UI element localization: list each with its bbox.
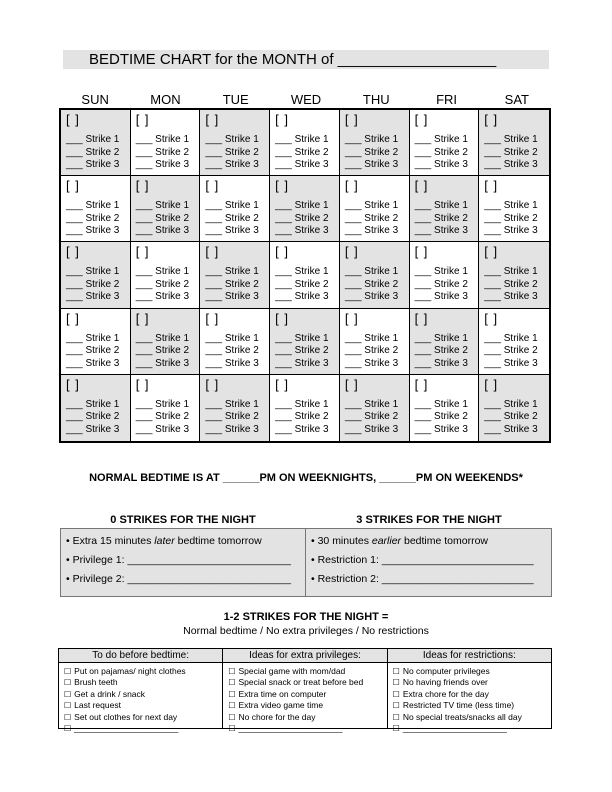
restrictions-ideas-column <box>387 649 551 734</box>
strike-2-line: ___ Strike 2 <box>414 411 468 423</box>
strike-1-line: ___ Strike 1 <box>135 134 190 145</box>
day-number-box: [ ] <box>344 244 359 260</box>
strike-1-line: ___ Strike 1 <box>275 332 329 344</box>
calendar-day-cell <box>200 176 270 242</box>
calendar-day-cell <box>131 309 201 375</box>
strike-1-line: ___ Strike 1 <box>205 200 259 212</box>
day-number-box: [ ] <box>275 112 289 127</box>
calendar-day-cell <box>61 375 131 441</box>
strike-2-line: ___ Strike 2 <box>344 411 399 423</box>
day-number-box: [ ] <box>414 310 429 326</box>
day-number-box: [ ] <box>275 244 289 260</box>
one-two-strikes-text: Normal bedtime / No extra privileges / No restrictions <box>183 625 429 637</box>
three-strikes-section <box>306 513 552 597</box>
strike-2-line: ___ Strike 2 <box>135 345 190 357</box>
day-number-box: [ ] <box>484 244 499 260</box>
strike-3-line: ___ Strike 3 <box>275 291 329 303</box>
calendar-day-cell <box>200 309 270 375</box>
strike-2-line: ___ Strike 2 <box>66 146 120 158</box>
strike-3-line: ___ Strike 3 <box>66 225 120 237</box>
normal-bedtime-line: NORMAL BEDTIME IS AT ______PM ON WEEKNIGHTS, ______PM ON WEEKENDS* <box>89 472 523 484</box>
strike-1-line: ___ Strike 1 <box>66 266 120 278</box>
strike-2-line: ___ Strike 2 <box>66 345 120 357</box>
calendar-day-cell <box>410 242 480 308</box>
strike-1-line: ___ Strike 1 <box>484 398 538 410</box>
strike-1-line: ___ Strike 1 <box>414 266 468 278</box>
strike-3-line: ___ Strike 3 <box>66 291 120 303</box>
strike-3-line: ___ Strike 3 <box>414 225 468 237</box>
weekday-header-row <box>60 92 552 106</box>
strike-2-line: ___ Strike 2 <box>414 278 468 290</box>
day-header-sat: SAT <box>504 92 529 107</box>
restrictions-ideas-list <box>388 663 551 734</box>
calendar-day-cell <box>479 110 549 176</box>
strike-3-line: ___ Strike 3 <box>275 357 329 369</box>
strike-2-line: ___ Strike 2 <box>414 212 468 224</box>
privilege-2-line: • Privilege 2: ____________________________ <box>66 573 291 585</box>
checkbox-list-item: ☐ Special snack or treat before bed <box>228 677 386 688</box>
strike-1-line: ___ Strike 1 <box>135 200 190 212</box>
strike-1-line: ___ Strike 1 <box>414 398 468 410</box>
calendar-day-cell <box>270 375 340 441</box>
calendar-day-cell <box>131 375 201 441</box>
day-header-wed: WED <box>290 92 322 107</box>
strike-2-line: ___ Strike 2 <box>205 146 259 158</box>
strike-1-line: ___ Strike 1 <box>344 134 399 145</box>
day-number-box: [ ] <box>66 178 80 194</box>
todo-before-bedtime-header: To do before bedtime: <box>59 649 222 663</box>
strike-1-line: ___ Strike 1 <box>344 332 399 344</box>
restriction-1-line: • Restriction 1: __________________________ <box>311 554 534 566</box>
strike-3-line: ___ Strike 3 <box>66 423 120 435</box>
strike-1-line: ___ Strike 1 <box>275 398 329 410</box>
strike-2-line: ___ Strike 2 <box>275 411 329 423</box>
strike-3-line: ___ Strike 3 <box>205 423 259 435</box>
day-number-box: [ ] <box>135 376 150 392</box>
strike-1-line: ___ Strike 1 <box>414 134 468 145</box>
strike-1-line: ___ Strike 1 <box>205 266 259 278</box>
day-number-box: [ ] <box>66 310 80 326</box>
zero-strikes-heading: 0 STRIKES FOR THE NIGHT <box>110 514 256 526</box>
strike-3-line: ___ Strike 3 <box>484 423 538 435</box>
strike-2-line: ___ Strike 2 <box>344 212 399 224</box>
checkbox-list-item: ☐ No computer privileges <box>393 666 551 677</box>
calendar-day-cell <box>340 309 410 375</box>
strike-1-line: ___ Strike 1 <box>275 134 329 145</box>
calendar-day-cell <box>270 309 340 375</box>
extra-privileges-ideas-list <box>223 663 386 734</box>
calendar-day-cell <box>479 309 549 375</box>
strike-2-line: ___ Strike 2 <box>205 411 259 423</box>
ideas-table <box>58 648 552 734</box>
day-number-box: [ ] <box>135 310 150 326</box>
day-header-sun: SUN <box>81 92 109 107</box>
strike-3-line: ___ Strike 3 <box>135 423 190 435</box>
strike-2-line: ___ Strike 2 <box>484 146 538 158</box>
day-number-box: [ ] <box>414 112 429 127</box>
todo-before-bedtime-column <box>59 649 222 734</box>
one-two-strikes-section <box>0 610 612 638</box>
day-number-box: [ ] <box>414 376 429 392</box>
calendar-day-cell <box>200 242 270 308</box>
checkbox-list-item: ☐ ______________________ <box>228 723 386 734</box>
strike-3-line: ___ Strike 3 <box>414 159 468 170</box>
day-number-box: [ ] <box>205 178 220 194</box>
strike-1-line: ___ Strike 1 <box>66 398 120 410</box>
strike-3-line: ___ Strike 3 <box>414 357 468 369</box>
day-number-box: [ ] <box>344 310 359 326</box>
strike-3-line: ___ Strike 3 <box>66 357 120 369</box>
three-strikes-body <box>306 528 552 597</box>
checkbox-list-item: ☐ No having friends over <box>393 677 551 688</box>
three-strikes-consequence: • 30 minutes earlier bedtime tomorrow <box>311 535 489 547</box>
strike-3-line: ___ Strike 3 <box>414 291 468 303</box>
strike-1-line: ___ Strike 1 <box>484 332 538 344</box>
calendar-day-cell <box>270 110 340 176</box>
strike-2-line: ___ Strike 2 <box>205 345 259 357</box>
strike-1-line: ___ Strike 1 <box>205 134 259 145</box>
calendar-day-cell <box>61 309 131 375</box>
strike-1-line: ___ Strike 1 <box>66 200 120 212</box>
checkbox-list-item: ☐ No special treats/snacks all day <box>393 712 551 723</box>
day-number-box: [ ] <box>484 178 499 194</box>
strike-2-line: ___ Strike 2 <box>135 212 190 224</box>
day-number-box: [ ] <box>484 112 499 127</box>
three-strikes-heading: 3 STRIKES FOR THE NIGHT <box>356 514 502 526</box>
strike-1-line: ___ Strike 1 <box>66 134 120 145</box>
chart-title: BEDTIME CHART for the MONTH of ___________________ <box>63 50 549 69</box>
one-two-strikes-heading: 1-2 STRIKES FOR THE NIGHT = <box>223 611 389 623</box>
strike-3-line: ___ Strike 3 <box>275 423 329 435</box>
calendar-day-cell <box>340 375 410 441</box>
strike-3-line: ___ Strike 3 <box>135 357 190 369</box>
strike-2-line: ___ Strike 2 <box>66 278 120 290</box>
checkbox-list-item: ☐ Put on pajamas/ night clothes <box>64 666 222 677</box>
calendar-day-cell <box>410 110 480 176</box>
calendar-day-cell <box>479 176 549 242</box>
day-number-box: [ ] <box>66 244 80 260</box>
calendar-day-cell <box>340 242 410 308</box>
strike-3-line: ___ Strike 3 <box>344 423 399 435</box>
day-number-box: [ ] <box>275 310 289 326</box>
strike-1-line: ___ Strike 1 <box>484 200 538 212</box>
strike-2-line: ___ Strike 2 <box>135 278 190 290</box>
strike-3-line: ___ Strike 3 <box>414 423 468 435</box>
strike-3-line: ___ Strike 3 <box>275 159 329 170</box>
strike-2-line: ___ Strike 2 <box>344 146 399 158</box>
strike-1-line: ___ Strike 1 <box>205 398 259 410</box>
day-number-box: [ ] <box>484 376 499 392</box>
day-header-thu: THU <box>362 92 390 107</box>
strike-2-line: ___ Strike 2 <box>275 146 329 158</box>
day-header-mon: MON <box>150 92 181 107</box>
strike-2-line: ___ Strike 2 <box>414 345 468 357</box>
extra-privileges-ideas-column <box>222 649 386 734</box>
day-number-box: [ ] <box>205 310 220 326</box>
strike-2-line: ___ Strike 2 <box>344 345 399 357</box>
day-number-box: [ ] <box>275 376 289 392</box>
zero-strikes-body <box>60 528 306 597</box>
day-number-box: [ ] <box>344 112 359 127</box>
calendar-day-cell <box>479 242 549 308</box>
strike-2-line: ___ Strike 2 <box>135 146 190 158</box>
strike-3-line: ___ Strike 3 <box>484 225 538 237</box>
strike-2-line: ___ Strike 2 <box>484 411 538 423</box>
calendar-day-cell <box>270 176 340 242</box>
strike-1-line: ___ Strike 1 <box>414 332 468 344</box>
calendar-day-cell <box>410 375 480 441</box>
calendar-day-cell <box>131 110 201 176</box>
checkbox-list-item: ☐ Extra time on computer <box>228 689 386 700</box>
strike-3-line: ___ Strike 3 <box>205 159 259 170</box>
strike-3-line: ___ Strike 3 <box>275 225 329 237</box>
strike-2-line: ___ Strike 2 <box>275 278 329 290</box>
day-number-box: [ ] <box>205 244 220 260</box>
checkbox-list-item: ☐ Get a drink / snack <box>64 689 222 700</box>
strike-3-line: ___ Strike 3 <box>205 357 259 369</box>
day-number-box: [ ] <box>205 376 220 392</box>
strike-1-line: ___ Strike 1 <box>484 266 538 278</box>
calendar-day-cell <box>131 242 201 308</box>
calendar-day-cell <box>200 110 270 176</box>
calendar-day-cell <box>270 242 340 308</box>
strike-1-line: ___ Strike 1 <box>135 266 190 278</box>
strike-3-line: ___ Strike 3 <box>135 291 190 303</box>
strike-1-line: ___ Strike 1 <box>484 134 538 145</box>
strike-1-line: ___ Strike 1 <box>205 332 259 344</box>
checkbox-list-item: ☐ Set out clothes for next day <box>64 712 222 723</box>
restriction-2-line: • Restriction 2: __________________________ <box>311 573 534 585</box>
strike-3-line: ___ Strike 3 <box>135 225 190 237</box>
strike-3-line: ___ Strike 3 <box>135 159 190 170</box>
strike-3-line: ___ Strike 3 <box>205 225 259 237</box>
day-number-box: [ ] <box>344 376 359 392</box>
strike-2-line: ___ Strike 2 <box>275 212 329 224</box>
calendar-day-cell <box>200 375 270 441</box>
strike-2-line: ___ Strike 2 <box>344 278 399 290</box>
strike-2-line: ___ Strike 2 <box>66 212 120 224</box>
strike-3-line: ___ Strike 3 <box>344 159 399 170</box>
strike-3-line: ___ Strike 3 <box>484 357 538 369</box>
checkbox-list-item: ☐ Last request <box>64 700 222 711</box>
todo-before-bedtime-list <box>59 663 222 734</box>
day-number-box: [ ] <box>135 178 150 194</box>
checkbox-list-item: ☐ Restricted TV time (less time) <box>393 700 551 711</box>
strike-2-line: ___ Strike 2 <box>484 212 538 224</box>
calendar-day-cell <box>61 176 131 242</box>
calendar-grid <box>59 108 551 443</box>
day-number-box: [ ] <box>66 376 80 392</box>
privilege-1-line: • Privilege 1: ____________________________ <box>66 554 291 566</box>
day-number-box: [ ] <box>414 244 429 260</box>
day-number-box: [ ] <box>484 310 499 326</box>
strike-2-line: ___ Strike 2 <box>484 345 538 357</box>
strike-1-line: ___ Strike 1 <box>135 332 190 344</box>
strike-1-line: ___ Strike 1 <box>344 398 399 410</box>
checkbox-list-item: ☐ Special game with mom/dad <box>228 666 386 677</box>
checkbox-list-item: ☐ No chore for the day <box>228 712 386 723</box>
strike-2-line: ___ Strike 2 <box>66 411 120 423</box>
checkbox-list-item: ☐ Brush teeth <box>64 677 222 688</box>
strike-1-line: ___ Strike 1 <box>135 398 190 410</box>
strike-3-line: ___ Strike 3 <box>484 291 538 303</box>
strike-1-line: ___ Strike 1 <box>275 200 329 212</box>
strike-3-line: ___ Strike 3 <box>344 225 399 237</box>
checkbox-list-item: ☐ Extra chore for the day <box>393 689 551 700</box>
calendar-day-cell <box>61 110 131 176</box>
calendar-day-cell <box>61 242 131 308</box>
day-number-box: [ ] <box>135 244 150 260</box>
strike-1-line: ___ Strike 1 <box>344 266 399 278</box>
day-number-box: [ ] <box>344 178 359 194</box>
strike-3-line: ___ Strike 3 <box>66 159 120 170</box>
calendar-day-cell <box>479 375 549 441</box>
strike-3-line: ___ Strike 3 <box>484 159 538 170</box>
strike-3-line: ___ Strike 3 <box>205 291 259 303</box>
checkbox-list-item: ☐ ______________________ <box>64 723 222 734</box>
calendar-day-cell <box>131 176 201 242</box>
strike-1-line: ___ Strike 1 <box>414 200 468 212</box>
day-number-box: [ ] <box>414 178 429 194</box>
zero-strikes-section <box>60 513 306 597</box>
strike-2-line: ___ Strike 2 <box>205 278 259 290</box>
day-number-box: [ ] <box>205 112 220 127</box>
strike-3-line: ___ Strike 3 <box>344 291 399 303</box>
strike-1-line: ___ Strike 1 <box>344 200 399 212</box>
calendar-day-cell <box>410 176 480 242</box>
checkbox-list-item: ☐ Extra video game time <box>228 700 386 711</box>
restrictions-ideas-header: Ideas for restrictions: <box>388 649 551 663</box>
zero-strikes-reward: • Extra 15 minutes later bedtime tomorrow <box>66 535 262 547</box>
calendar-day-cell <box>340 176 410 242</box>
day-header-tue: TUE <box>222 92 249 107</box>
strike-2-line: ___ Strike 2 <box>484 278 538 290</box>
strike-2-line: ___ Strike 2 <box>205 212 259 224</box>
calendar-day-cell <box>340 110 410 176</box>
checkbox-list-item: ☐ ______________________ <box>393 723 551 734</box>
calendar-day-cell <box>410 309 480 375</box>
day-number-box: [ ] <box>135 112 150 127</box>
strike-2-line: ___ Strike 2 <box>275 345 329 357</box>
day-number-box: [ ] <box>66 112 80 127</box>
day-header-fri: FRI <box>436 92 458 107</box>
strike-2-line: ___ Strike 2 <box>135 411 190 423</box>
strike-3-line: ___ Strike 3 <box>344 357 399 369</box>
strike-rules-box <box>60 513 552 597</box>
strike-1-line: ___ Strike 1 <box>275 266 329 278</box>
extra-privileges-ideas-header: Ideas for extra privileges: <box>223 649 386 663</box>
day-number-box: [ ] <box>275 178 289 194</box>
strike-1-line: ___ Strike 1 <box>66 332 120 344</box>
strike-2-line: ___ Strike 2 <box>414 146 468 158</box>
